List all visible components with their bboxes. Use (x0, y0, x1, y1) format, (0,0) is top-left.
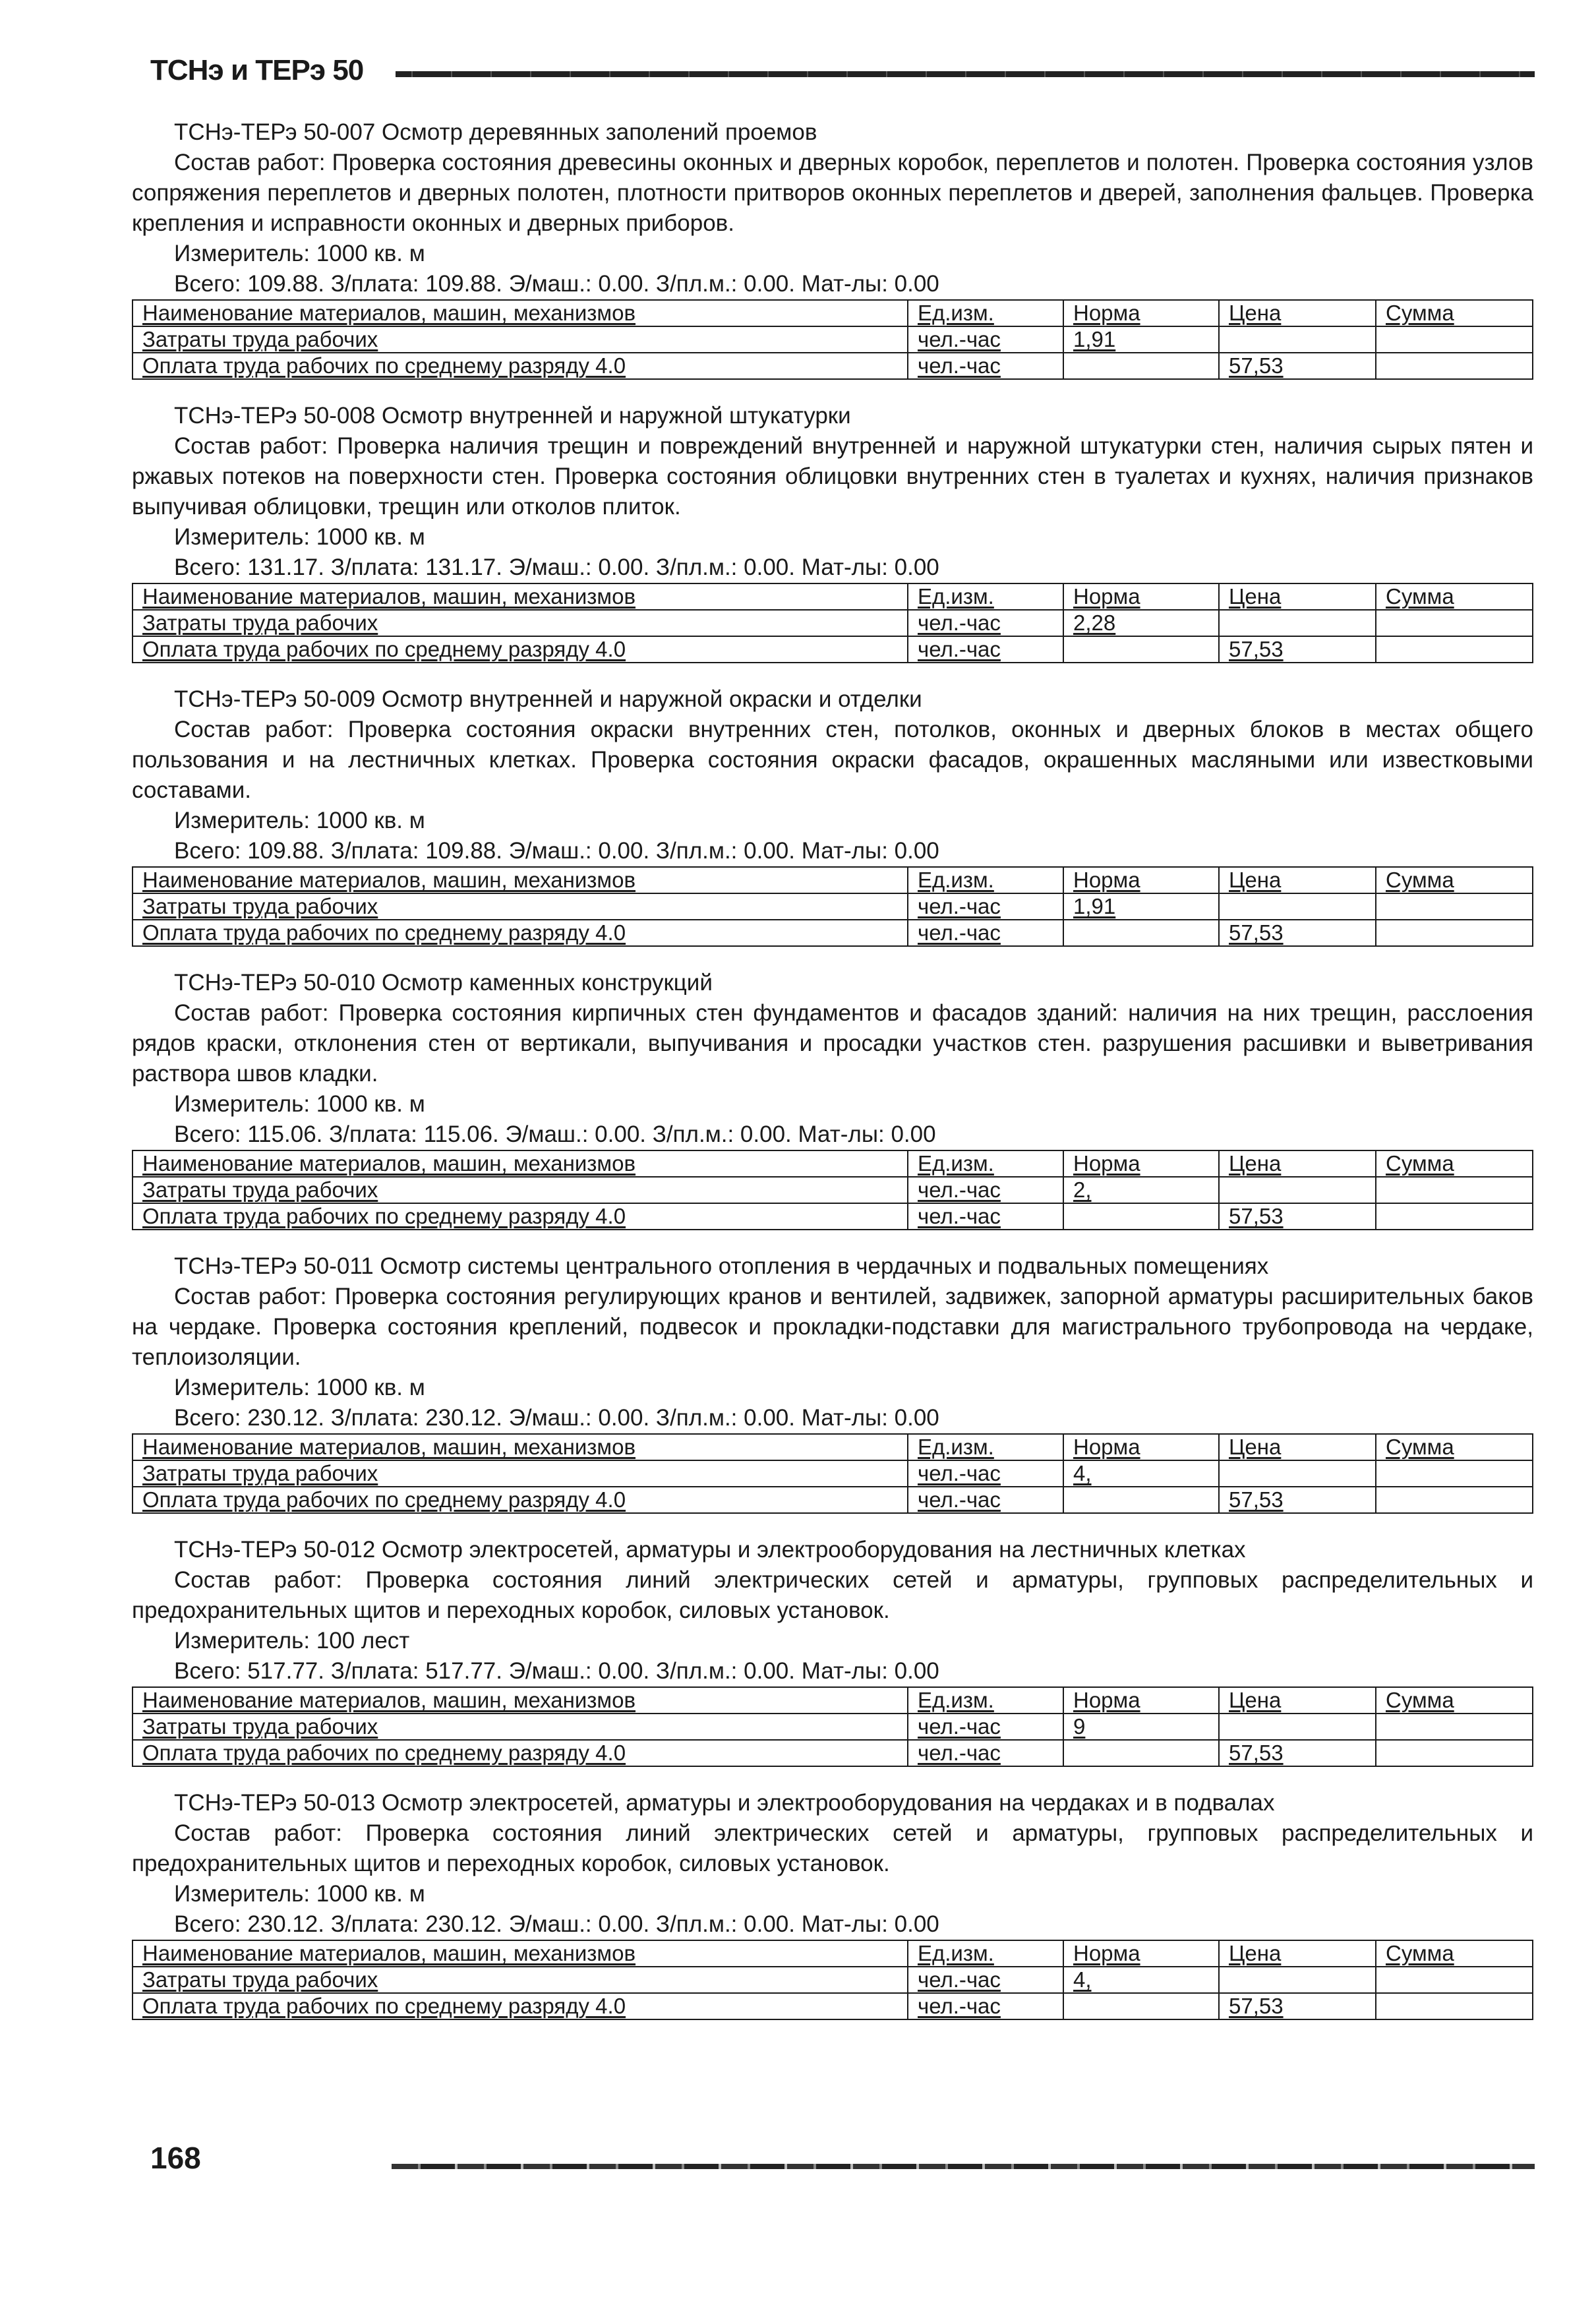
norm-section (132, 968, 1533, 1230)
table-cell (1376, 636, 1533, 663)
norm-section (132, 1251, 1533, 1514)
norm-table (132, 1940, 1533, 2020)
table-header-cell: Наименование материалов, машин, механизмов (133, 1687, 908, 1714)
table-cell: Затраты труда рабочих (133, 1177, 908, 1203)
page-number: 168 (150, 2141, 201, 2175)
table-header-cell: Сумма (1376, 300, 1533, 326)
table-cell (1063, 1203, 1219, 1230)
table-header-cell: Наименование материалов, машин, механизмов (133, 1434, 908, 1460)
section-measure: Измеритель: 1000 кв. м (174, 1881, 425, 1907)
table-cell (1063, 1740, 1219, 1766)
section-body: Состав работ: Проверка состояния кирпичных стен фундаментов и фасадов зданий: наличия на них трещин, расслоения рядов краски, отклонения стен от вертикали, выпучивания и просадки участков стен. разрушения расшивки и выветривания раствора швов кладки. (132, 1000, 1533, 1087)
table-row (133, 1740, 1533, 1766)
table-cell: чел.-час (908, 1177, 1063, 1203)
table-cell: Оплата труда рабочих по среднему разряду 4.0 (133, 1487, 908, 1513)
table-header-cell: Цена (1219, 1940, 1376, 1967)
table-cell (1376, 1460, 1533, 1487)
table-cell: 57,53 (1219, 1993, 1376, 2019)
section-title: ТСНэ-ТЕРэ 50-008 Осмотр внутренней и наружной штукатурки (174, 403, 851, 429)
table-cell (1063, 1487, 1219, 1513)
table-cell (1219, 1967, 1376, 1993)
table-cell: 1,91 (1063, 893, 1219, 920)
table-header-cell: Сумма (1376, 1687, 1533, 1714)
table-cell (1063, 1993, 1219, 2019)
table-header-cell: Норма (1063, 1940, 1219, 1967)
table-header-cell: Наименование материалов, машин, механизмов (133, 1940, 908, 1967)
table-row (133, 920, 1533, 946)
table-cell: 57,53 (1219, 1203, 1376, 1230)
table-header-cell: Наименование материалов, машин, механизмов (133, 300, 908, 326)
section-measure: Измеритель: 1000 кв. м (174, 524, 425, 550)
table-header-cell: Цена (1219, 300, 1376, 326)
norm-table (132, 583, 1533, 663)
table-cell (1219, 1177, 1376, 1203)
table-cell (1219, 1714, 1376, 1740)
table-header-cell: Цена (1219, 867, 1376, 893)
section-totals: Всего: 230.12. З/плата: 230.12. Э/маш.: 0.00. З/пл.м.: 0.00. Мат-лы: 0.00 (174, 1911, 939, 1937)
table-cell (1219, 893, 1376, 920)
table-cell: Оплата труда рабочих по среднему разряду 4.0 (133, 636, 908, 663)
table-header-cell: Норма (1063, 1434, 1219, 1460)
table-cell: Оплата труда рабочих по среднему разряду 4.0 (133, 1203, 908, 1230)
norm-table (132, 1433, 1533, 1514)
table-cell: 4, (1063, 1460, 1219, 1487)
table-row (133, 1203, 1533, 1230)
section-title: ТСНэ-ТЕРэ 50-010 Осмотр каменных конструкций (174, 970, 713, 996)
table-cell: чел.-час (908, 1740, 1063, 1766)
table-cell: чел.-час (908, 636, 1063, 663)
table-cell: чел.-час (908, 1203, 1063, 1230)
section-body: Состав работ: Проверка состояния древесины оконных и дверных коробок, переплетов и полотен. Проверка состояния узлов сопряжения переплетов и дверных полотен, плотности притворов оконных переплетов и дверей, заполнения фальцев. Проверка крепления и исправности оконных и дверных приборов. (132, 150, 1533, 236)
section-body: Состав работ: Проверка наличия трещин и повреждений внутренней и наружной штукатурки стен, наличия сырых пятен и ржавых потеков на поверхности стен. Проверка состояния облицовки внутренних стен в туалетах и кухнях, наличия признаков выпучивая облицовки, трещин или отколов плиток. (132, 433, 1533, 520)
table-row (133, 636, 1533, 663)
table-header-cell: Сумма (1376, 1940, 1533, 1967)
table-header-cell: Норма (1063, 1150, 1219, 1177)
section-title: ТСНэ-ТЕРэ 50-007 Осмотр деревянных заполений проемов (174, 119, 817, 145)
section-body: Состав работ: Проверка состояния регулирующих кранов и вентилей, задвижек, запорной арматуры расширительных баков на чердаке. Проверка состояния креплений, подвесок и прокладки-подставки для магистрального трубопровода на чердаке, теплоизоляции. (132, 1284, 1533, 1370)
section-measure: Измеритель: 1000 кв. м (174, 1091, 425, 1117)
table-cell: Затраты труда рабочих (133, 610, 908, 636)
table-cell (1376, 610, 1533, 636)
table-header-row (133, 1434, 1533, 1460)
section-body: Состав работ: Проверка состояния линий электрических сетей и арматуры, групповых распределительных и предохранительных щитов и переходных коробок, силовых установок. (132, 1820, 1533, 1876)
table-cell: Оплата труда рабочих по среднему разряду 4.0 (133, 920, 908, 946)
table-header-cell: Норма (1063, 867, 1219, 893)
section-title: ТСНэ-ТЕРэ 50-012 Осмотр электросетей, арматуры и электрооборудования на лестничных клетках (174, 1537, 1246, 1563)
running-header-title: ТСНэ и ТЕРэ 50 (150, 54, 364, 86)
table-cell: 2,28 (1063, 610, 1219, 636)
table-row (133, 893, 1533, 920)
table-cell: чел.-час (908, 1993, 1063, 2019)
table-cell (1063, 636, 1219, 663)
table-cell: 1,91 (1063, 326, 1219, 353)
table-cell: 57,53 (1219, 1487, 1376, 1513)
table-header-cell: Наименование материалов, машин, механизмов (133, 867, 908, 893)
section-title: ТСНэ-ТЕРэ 50-011 Осмотр системы центрального отопления в чердачных и подвальных помещениях (174, 1253, 1269, 1279)
table-header-row (133, 1150, 1533, 1177)
table-cell (1376, 1740, 1533, 1766)
table-cell (1376, 920, 1533, 946)
table-row (133, 353, 1533, 379)
table-cell: чел.-час (908, 353, 1063, 379)
table-cell (1219, 610, 1376, 636)
table-header-cell: Цена (1219, 1434, 1376, 1460)
table-header-row (133, 867, 1533, 893)
section-body: Состав работ: Проверка состояния окраски внутренних стен, потолков, оконных и дверных блоков в местах общего пользования и на лестничных клетках. Проверка состояния окраски фасадов, окрашенных масляными или известковыми составами. (132, 717, 1533, 803)
table-cell (1063, 353, 1219, 379)
table-header-cell: Цена (1219, 1150, 1376, 1177)
table-row (133, 1714, 1533, 1740)
table-cell: чел.-час (908, 920, 1063, 946)
table-cell: Затраты труда рабочих (133, 1460, 908, 1487)
table-cell: 57,53 (1219, 1740, 1376, 1766)
table-header-cell: Ед.изм. (908, 1940, 1063, 1967)
section-totals: Всего: 230.12. З/плата: 230.12. Э/маш.: 0.00. З/пл.м.: 0.00. Мат-лы: 0.00 (174, 1405, 939, 1431)
section-totals: Всего: 109.88. З/плата: 109.88. Э/маш.: 0.00. З/пл.м.: 0.00. Мат-лы: 0.00 (174, 838, 939, 864)
table-cell: 57,53 (1219, 636, 1376, 663)
norm-section (132, 1535, 1533, 1767)
table-cell: 2, (1063, 1177, 1219, 1203)
table-cell (1376, 1993, 1533, 2019)
table-header-row (133, 1940, 1533, 1967)
table-header-row (133, 1687, 1533, 1714)
table-cell (1063, 920, 1219, 946)
norm-table (132, 866, 1533, 947)
section-body: Состав работ: Проверка состояния линий электрических сетей и арматуры, групповых распределительных и предохранительных щитов и переходных коробок, силовых установок. (132, 1567, 1533, 1623)
norm-section (132, 401, 1533, 663)
table-cell: чел.-час (908, 610, 1063, 636)
table-header-cell: Сумма (1376, 583, 1533, 610)
table-cell: чел.-час (908, 326, 1063, 353)
table-cell (1376, 1487, 1533, 1513)
table-header-cell: Наименование материалов, машин, механизмов (133, 583, 908, 610)
table-header-cell: Норма (1063, 1687, 1219, 1714)
norm-section (132, 684, 1533, 947)
header-rule (396, 71, 1535, 77)
table-header-cell: Ед.изм. (908, 1434, 1063, 1460)
table-cell (1376, 1967, 1533, 1993)
table-cell: 57,53 (1219, 353, 1376, 379)
norm-section (132, 1788, 1533, 2020)
table-cell: чел.-час (908, 893, 1063, 920)
table-row (133, 610, 1533, 636)
table-cell: Оплата труда рабочих по среднему разряду 4.0 (133, 1740, 908, 1766)
table-cell: чел.-час (908, 1714, 1063, 1740)
table-cell: чел.-час (908, 1487, 1063, 1513)
table-row (133, 1177, 1533, 1203)
table-cell: чел.-час (908, 1967, 1063, 1993)
table-cell (1219, 1460, 1376, 1487)
table-header-cell: Ед.изм. (908, 300, 1063, 326)
table-cell: Затраты труда рабочих (133, 893, 908, 920)
table-header-cell: Сумма (1376, 1434, 1533, 1460)
table-cell: Затраты труда рабочих (133, 1714, 908, 1740)
section-measure: Измеритель: 1000 кв. м (174, 241, 425, 266)
norm-section (132, 117, 1533, 380)
norm-table (132, 1150, 1533, 1230)
table-header-cell: Ед.изм. (908, 583, 1063, 610)
norm-table (132, 299, 1533, 380)
section-totals: Всего: 131.17. З/плата: 131.17. Э/маш.: 0.00. З/пл.м.: 0.00. Мат-лы: 0.00 (174, 554, 939, 580)
table-header-cell: Наименование материалов, машин, механизмов (133, 1150, 908, 1177)
table-header-cell: Норма (1063, 300, 1219, 326)
table-header-cell: Сумма (1376, 867, 1533, 893)
table-cell (1219, 326, 1376, 353)
table-header-cell: Норма (1063, 583, 1219, 610)
table-row (133, 1460, 1533, 1487)
table-cell (1376, 1714, 1533, 1740)
table-cell: 9 (1063, 1714, 1219, 1740)
table-row (133, 1487, 1533, 1513)
norm-table (132, 1686, 1533, 1767)
main-content (132, 117, 1533, 2041)
table-header-cell: Цена (1219, 1687, 1376, 1714)
section-measure: Измеритель: 1000 кв. м (174, 1375, 425, 1400)
table-cell: чел.-час (908, 1460, 1063, 1487)
table-header-cell: Ед.изм. (908, 867, 1063, 893)
table-cell: Затраты труда рабочих (133, 326, 908, 353)
section-totals: Всего: 115.06. З/плата: 115.06. Э/маш.: 0.00. З/пл.м.: 0.00. Мат-лы: 0.00 (174, 1121, 936, 1147)
section-measure: Измеритель: 1000 кв. м (174, 808, 425, 833)
table-header-cell: Ед.изм. (908, 1687, 1063, 1714)
table-header-row (133, 300, 1533, 326)
table-row (133, 326, 1533, 353)
page-header (150, 46, 1535, 96)
table-cell (1376, 893, 1533, 920)
section-totals: Всего: 109.88. З/плата: 109.88. Э/маш.: 0.00. З/пл.м.: 0.00. Мат-лы: 0.00 (174, 271, 939, 297)
table-cell (1376, 353, 1533, 379)
section-measure: Измеритель: 100 лест (174, 1628, 410, 1654)
table-header-cell: Сумма (1376, 1150, 1533, 1177)
section-totals: Всего: 517.77. З/плата: 517.77. Э/маш.: 0.00. З/пл.м.: 0.00. Мат-лы: 0.00 (174, 1658, 939, 1684)
table-header-row (133, 583, 1533, 610)
table-row (133, 1993, 1533, 2019)
table-cell (1376, 1203, 1533, 1230)
table-cell: 57,53 (1219, 920, 1376, 946)
table-cell: 4, (1063, 1967, 1219, 1993)
table-cell: Затраты труда рабочих (133, 1967, 908, 1993)
section-title: ТСНэ-ТЕРэ 50-013 Осмотр электросетей, арматуры и электрооборудования на чердаках и в подвалах (174, 1790, 1275, 1816)
table-cell (1376, 1177, 1533, 1203)
page-footer (150, 2136, 1535, 2189)
table-row (133, 1967, 1533, 1993)
table-header-cell: Ед.изм. (908, 1150, 1063, 1177)
table-cell: Оплата труда рабочих по среднему разряду 4.0 (133, 353, 908, 379)
table-cell (1376, 326, 1533, 353)
footer-rule (392, 2164, 1535, 2169)
table-header-cell: Цена (1219, 583, 1376, 610)
table-cell: Оплата труда рабочих по среднему разряду 4.0 (133, 1993, 908, 2019)
section-title: ТСНэ-ТЕРэ 50-009 Осмотр внутренней и наружной окраски и отделки (174, 686, 922, 712)
